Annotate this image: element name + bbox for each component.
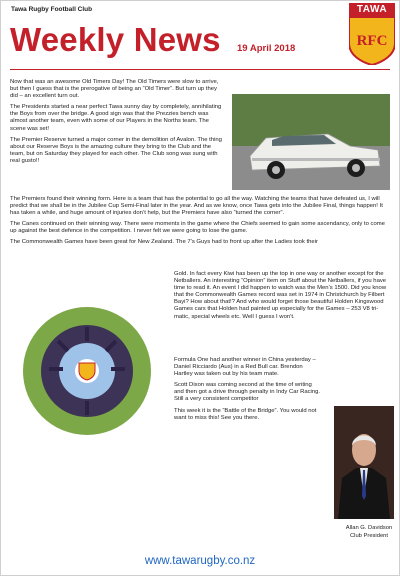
- paragraph: The Canes continued on their winning way. There were moments in the game where the Chiefs seemed to gain some ascendancy, only to come up against the best defence in the competition. I never felt we were going to lose the game.: [10, 221, 385, 235]
- article-top-column: [10, 79, 226, 169]
- logo-banner-text: TAWA: [349, 3, 395, 17]
- car-illustration: [232, 94, 390, 190]
- paragraph: Now that was an awesome Old Timers Day! The Old Timers were slow to arrive, but then I guess that is the prerogative of being an “Old Timer”. But turn up they did – an excellent turn out.: [10, 79, 219, 100]
- article-narrow-column: [174, 357, 321, 426]
- president-role: Club President: [349, 533, 389, 539]
- president-portrait: [334, 406, 394, 519]
- paragraph: The Commonwealth Games have been great for New Zealand. The 7’s Guys had to front up after the Ladies took their: [10, 239, 318, 246]
- portrait-caption: [336, 524, 400, 540]
- article-full-width: [10, 196, 392, 251]
- paragraph: The Premiers found their winning form. Here is a team that has the potential to go all the way. Watching the teams that have defeated us, I will predict that we shall be in the Jubilee Cup Semi-Final later in the year. And as we know, once Tawa gets into the Jubilee Final, things happen! It has taken a while, and huge amount of injuries don’t help, but the Premiers have also “turned the corner”.: [10, 196, 383, 217]
- club-logo: [349, 3, 395, 65]
- article-right-column: [174, 271, 392, 325]
- shield-icon: [349, 17, 395, 65]
- page-title: Weekly News: [10, 21, 221, 58]
- issue-date: 19 April 2018: [237, 43, 296, 54]
- club-name: Tawa Rugby Football Club: [11, 6, 93, 13]
- president-illustration: [334, 406, 394, 519]
- planet-team-illustration: [21, 305, 153, 437]
- paragraph: Gold. In fact every Kiwi has been up the top in one way or another except for the Netballers. An interesting “Opinion” item on Stuff about the Netballers, if you have time to read it. An event I did happen to watch was the Men’s 1500. Did you know that the Commonwealth Games record was set in 1974 in Christchurch by Filbert Bayi? How about that!? And who would forget those beautiful Holden Kingswood Games cars that Holden had painted up especially for the Games – 253 V8 tri-matic, special wheels etc. Well I guess I won’t.: [174, 271, 387, 320]
- team-globe-photo: [21, 305, 153, 437]
- president-name: Allan G. Davidson: [345, 525, 393, 531]
- website-link[interactable]: www.tawarugby.co.nz: [144, 555, 256, 567]
- paragraph: The Premier Reserve turned a major corner in the demolition of Avalon. The thing about our Reserve Boys is the amazing culture they bring to the Club and the team, but on Saturday they played for each other. The Club song was sung with real gusto!!: [10, 136, 222, 164]
- holden-car-photo: [232, 94, 390, 190]
- logo-letters: RFC: [356, 33, 388, 49]
- paragraph: The Presidents started a near perfect Tawa sunny day by completely, annihilating the Boys from over the bridge. A good sign was that the Prezzies bench was almost another team, even with some of our Players in the Norths team. The scene was set!: [10, 104, 222, 132]
- paragraph: Formula One had another winner in China yesterday – Daniel Ricciardo (Aus) in a Red Bull car. Brendon Hartley was taken out by his team mate.: [174, 357, 316, 378]
- paragraph: This week it is the “Battle of the Bridge”. You would not want to miss this! See you there.: [174, 407, 317, 421]
- header-divider: [10, 69, 390, 70]
- paragraph: Scott Dixon was coming second at the time of writing and then got a drive through penalty in Indy Car Racing. Still a very consistent competitor: [174, 382, 321, 403]
